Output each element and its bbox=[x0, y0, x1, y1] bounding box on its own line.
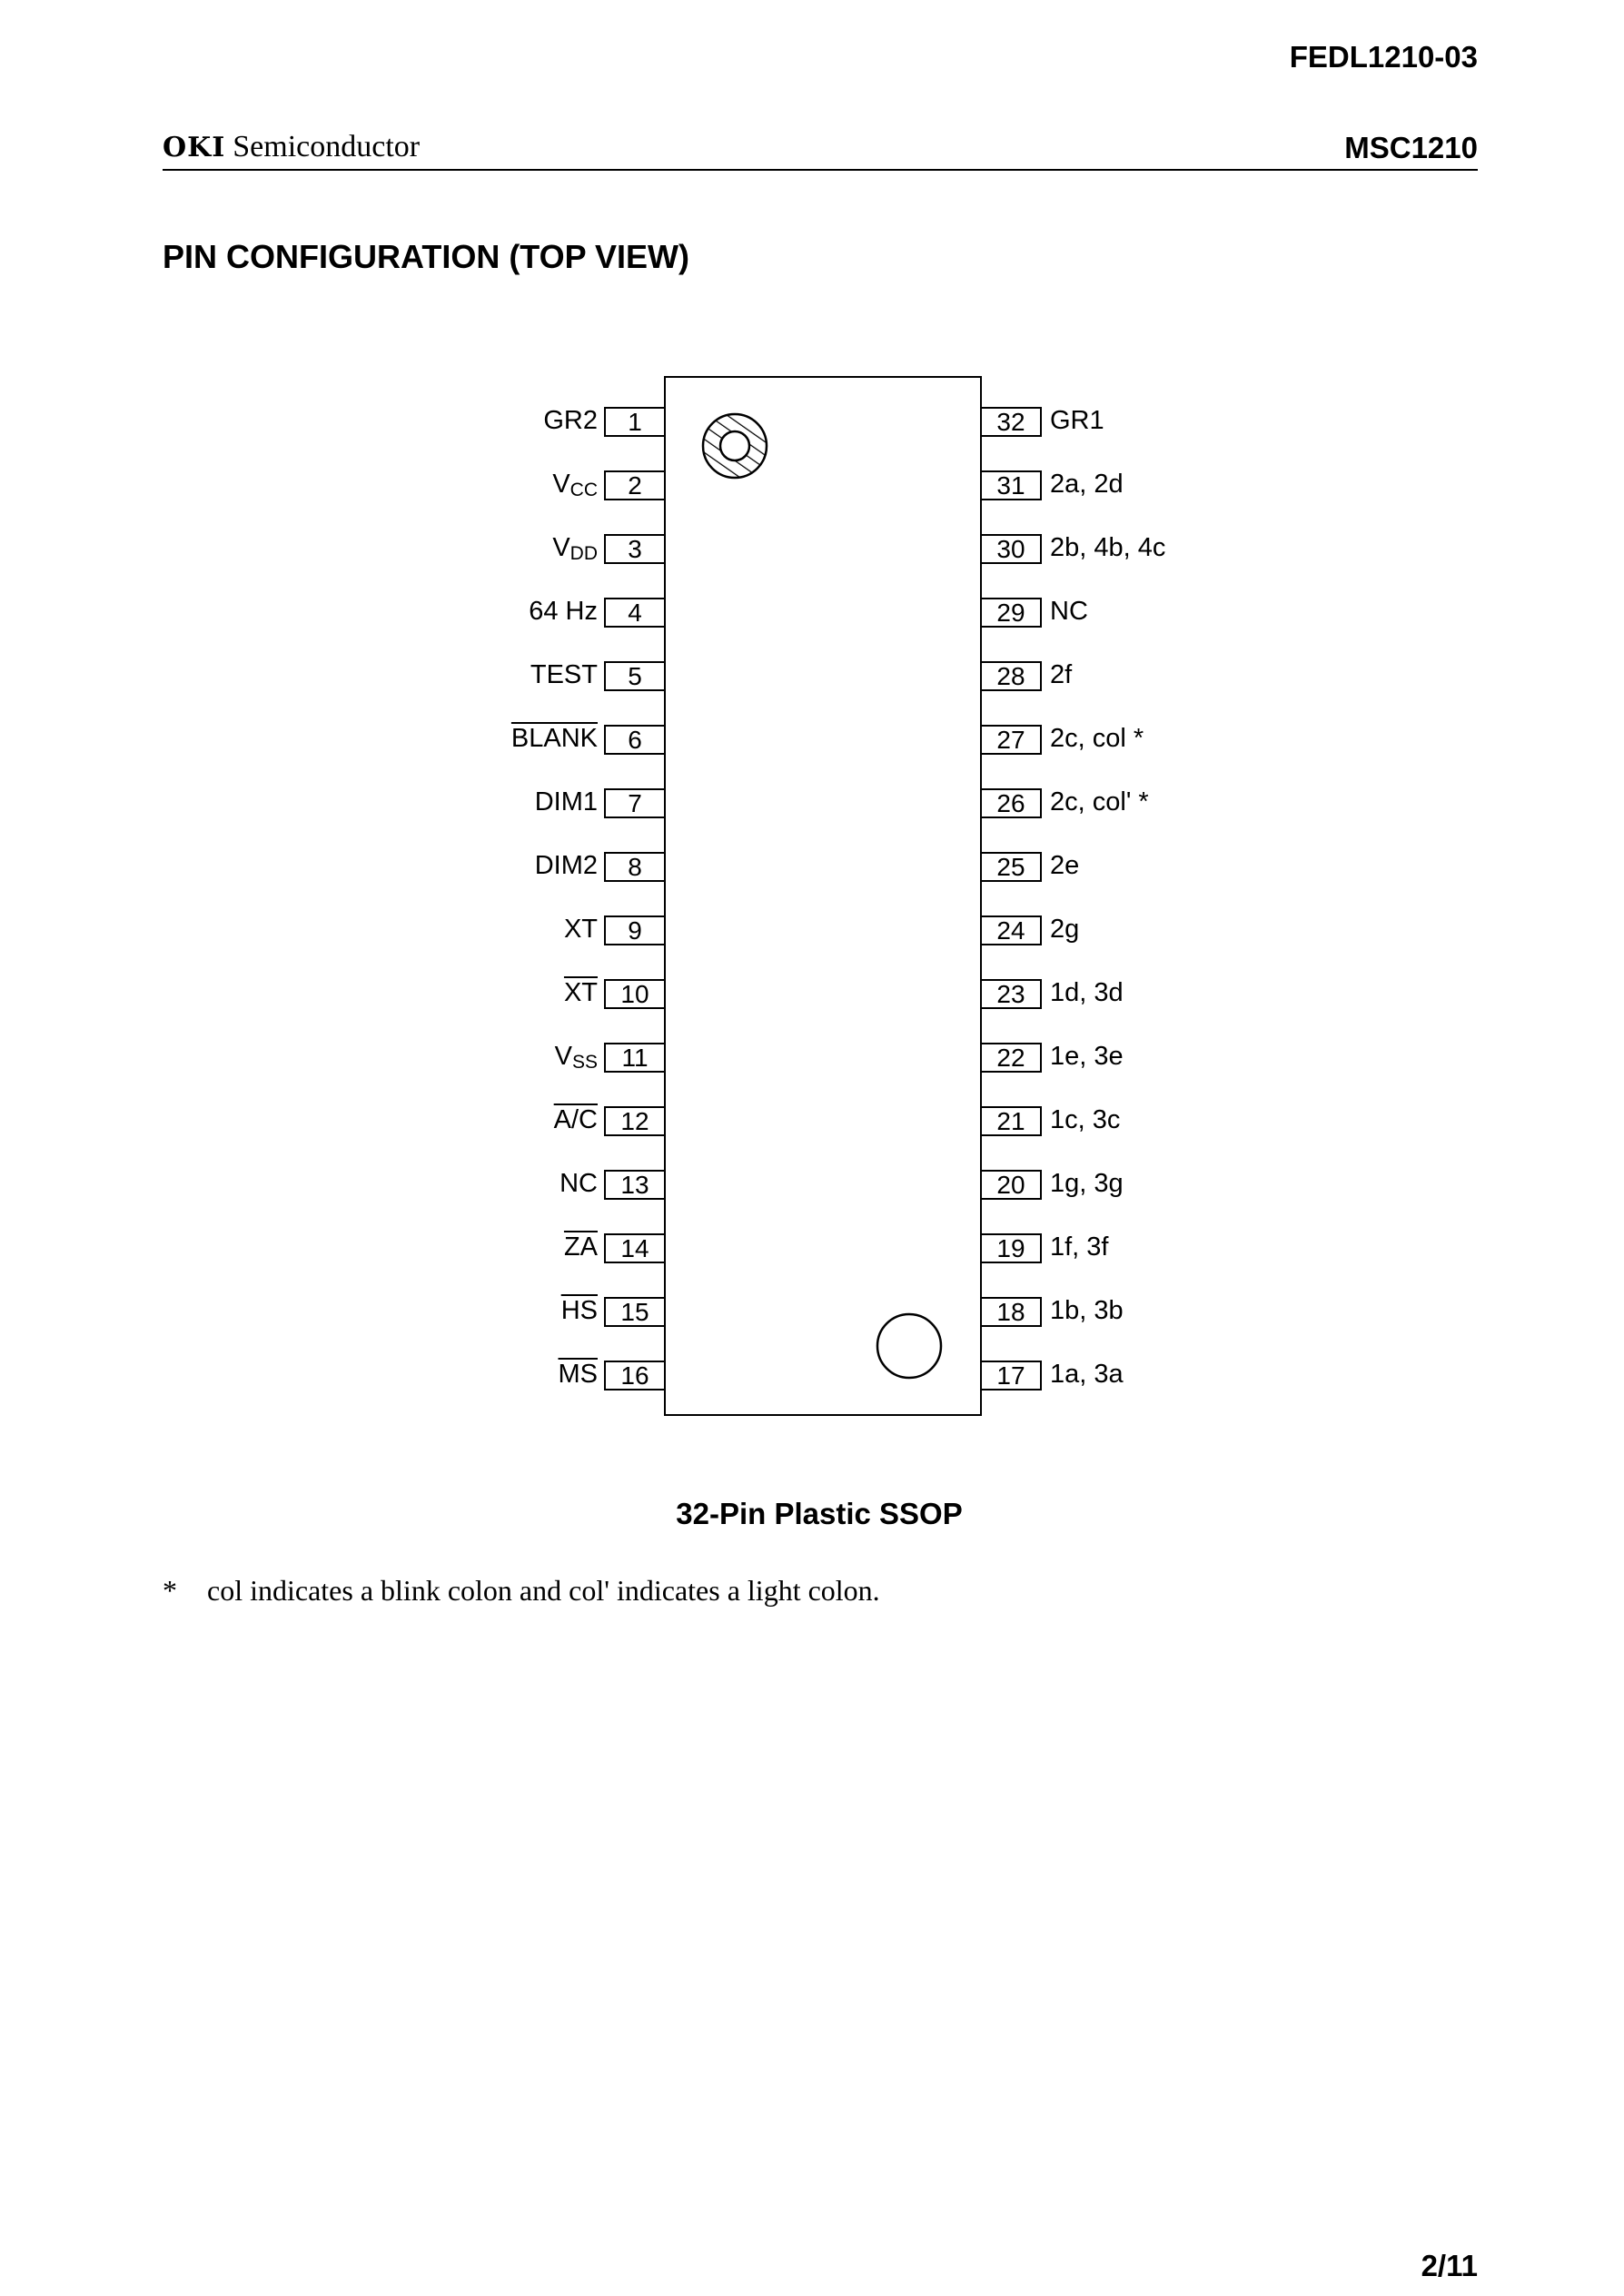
pin-label bbox=[559, 1170, 598, 1197]
pin-label: 1b, 3b bbox=[1050, 1296, 1124, 1325]
pin-label: 2c, col' * bbox=[1050, 787, 1149, 816]
pin-label-text: XT bbox=[563, 915, 598, 944]
pin-label: 2e bbox=[1050, 851, 1080, 880]
page-number: 2/11 bbox=[1421, 2249, 1478, 2282]
pin-number-box: 30 bbox=[982, 534, 1042, 564]
pin-label-text: $\overline{HS}$ bbox=[560, 1296, 598, 1325]
document-number: FEDL1210-03 bbox=[1289, 40, 1478, 74]
pin-number-box: 28 bbox=[982, 661, 1042, 691]
pin-number-box: 1 bbox=[604, 407, 664, 437]
pin-label bbox=[552, 470, 598, 498]
pin-label-text: $\overline{ZA}$ bbox=[563, 1232, 598, 1262]
pin-number-box: 22 bbox=[982, 1043, 1042, 1073]
pin-number-box: 21 bbox=[982, 1106, 1042, 1136]
part-number: MSC1210 bbox=[1344, 131, 1478, 164]
pin-label: 1e, 3e bbox=[1050, 1042, 1124, 1071]
pin-number-box: 3 bbox=[604, 534, 664, 564]
pin-label-text: 64 Hz bbox=[529, 597, 598, 626]
pin-label: 1g, 3g bbox=[1050, 1169, 1124, 1198]
pin-label-text: TEST bbox=[530, 660, 598, 689]
pin-number-box: 29 bbox=[982, 598, 1042, 628]
pin-label bbox=[529, 598, 598, 625]
pin-number-box: 16 bbox=[604, 1361, 664, 1390]
pin-label-text: BLANK bbox=[510, 724, 598, 753]
pin-label-text: DIM2 bbox=[534, 851, 598, 880]
pin-label-text: NC bbox=[559, 1169, 598, 1198]
pin-label: 2c, col * bbox=[1050, 724, 1144, 753]
pin-number-box: 10 bbox=[604, 979, 664, 1009]
oki-logo: OKI bbox=[163, 132, 226, 163]
pin-label: 1c, 3c bbox=[1050, 1105, 1121, 1134]
pin-label-text: V bbox=[554, 1042, 572, 1071]
pin-label bbox=[564, 915, 598, 943]
pin-label bbox=[535, 788, 598, 816]
pin-label: 2b, 4b, 4c bbox=[1050, 533, 1166, 562]
pin-label-text: GR2 bbox=[543, 406, 598, 435]
pin-label bbox=[564, 979, 598, 1006]
pin-label bbox=[552, 533, 598, 564]
pin-number-box: 26 bbox=[982, 788, 1042, 818]
footnote-text: col indicates a blink colon and col' indicates a light colon. bbox=[207, 1574, 880, 1607]
pin-number-box: 12 bbox=[604, 1106, 664, 1136]
pin-label: 1a, 3a bbox=[1050, 1360, 1124, 1389]
pin-label: GR1 bbox=[1050, 406, 1104, 435]
pin-number-box: 32 bbox=[982, 407, 1042, 437]
pin-label-text: A/C bbox=[553, 1105, 598, 1134]
mold-mark-circle bbox=[877, 1314, 941, 1378]
pin-label: 1d, 3d bbox=[1050, 978, 1124, 1007]
pin-number-box: 9 bbox=[604, 915, 664, 945]
pin-label bbox=[561, 1297, 598, 1324]
pin-label bbox=[543, 407, 598, 434]
pin-number-box: 23 bbox=[982, 979, 1042, 1009]
footnote-marker: * bbox=[163, 1574, 177, 1607]
pin-number-box: 7 bbox=[604, 788, 664, 818]
pin-number-box: 20 bbox=[982, 1170, 1042, 1200]
pin-label-subscript: CC bbox=[569, 480, 598, 500]
pin-number-box: 18 bbox=[982, 1297, 1042, 1327]
pin-label-subscript: DD bbox=[569, 543, 598, 564]
pin-number-box: 17 bbox=[982, 1361, 1042, 1390]
section-title: PIN CONFIGURATION (TOP VIEW) bbox=[163, 238, 690, 275]
pin-label-text: DIM1 bbox=[534, 787, 598, 816]
pin-label: 2a, 2d bbox=[1050, 470, 1124, 499]
pin-number-box: 5 bbox=[604, 661, 664, 691]
pin-label bbox=[564, 1233, 598, 1261]
pin1-index-marker bbox=[703, 414, 767, 478]
pin-number-box: 6 bbox=[604, 725, 664, 755]
pin-label: 1f, 3f bbox=[1050, 1232, 1109, 1262]
pin-number-box: 25 bbox=[982, 852, 1042, 882]
pin-number-box: 19 bbox=[982, 1233, 1042, 1263]
pin-label-text: V bbox=[552, 533, 570, 562]
pin-label: 2g bbox=[1050, 915, 1080, 944]
package-caption: 32-Pin Plastic SSOP bbox=[676, 1497, 963, 1530]
pin-label-subscript: SS bbox=[571, 1052, 598, 1073]
pin-number-box: 13 bbox=[604, 1170, 664, 1200]
pin-number-box: 14 bbox=[604, 1233, 664, 1263]
pin-label: NC bbox=[1050, 597, 1088, 626]
pin-number-box: 2 bbox=[604, 470, 664, 500]
pin-label-text: V bbox=[552, 470, 570, 499]
pin-label bbox=[535, 852, 598, 879]
pin-number-box: 8 bbox=[604, 852, 664, 882]
pin-number-box: 24 bbox=[982, 915, 1042, 945]
pin-label bbox=[511, 725, 598, 752]
pin-number-box: 31 bbox=[982, 470, 1042, 500]
pin-label: 2f bbox=[1050, 660, 1073, 689]
brand-subtitle: Semiconductor bbox=[233, 130, 421, 163]
pin-label bbox=[530, 661, 598, 688]
pin-number-box: 4 bbox=[604, 598, 664, 628]
pin-label-text: $\overline{XT}$ bbox=[563, 978, 598, 1007]
pin-label bbox=[559, 1361, 599, 1388]
pin-label-text: $\overline{MS}$ bbox=[558, 1360, 598, 1389]
pin-number-box: 11 bbox=[604, 1043, 664, 1073]
pin-number-box: 27 bbox=[982, 725, 1042, 755]
pin-label bbox=[554, 1106, 598, 1133]
pin-label bbox=[554, 1042, 598, 1073]
pin-number-box: 15 bbox=[604, 1297, 664, 1327]
